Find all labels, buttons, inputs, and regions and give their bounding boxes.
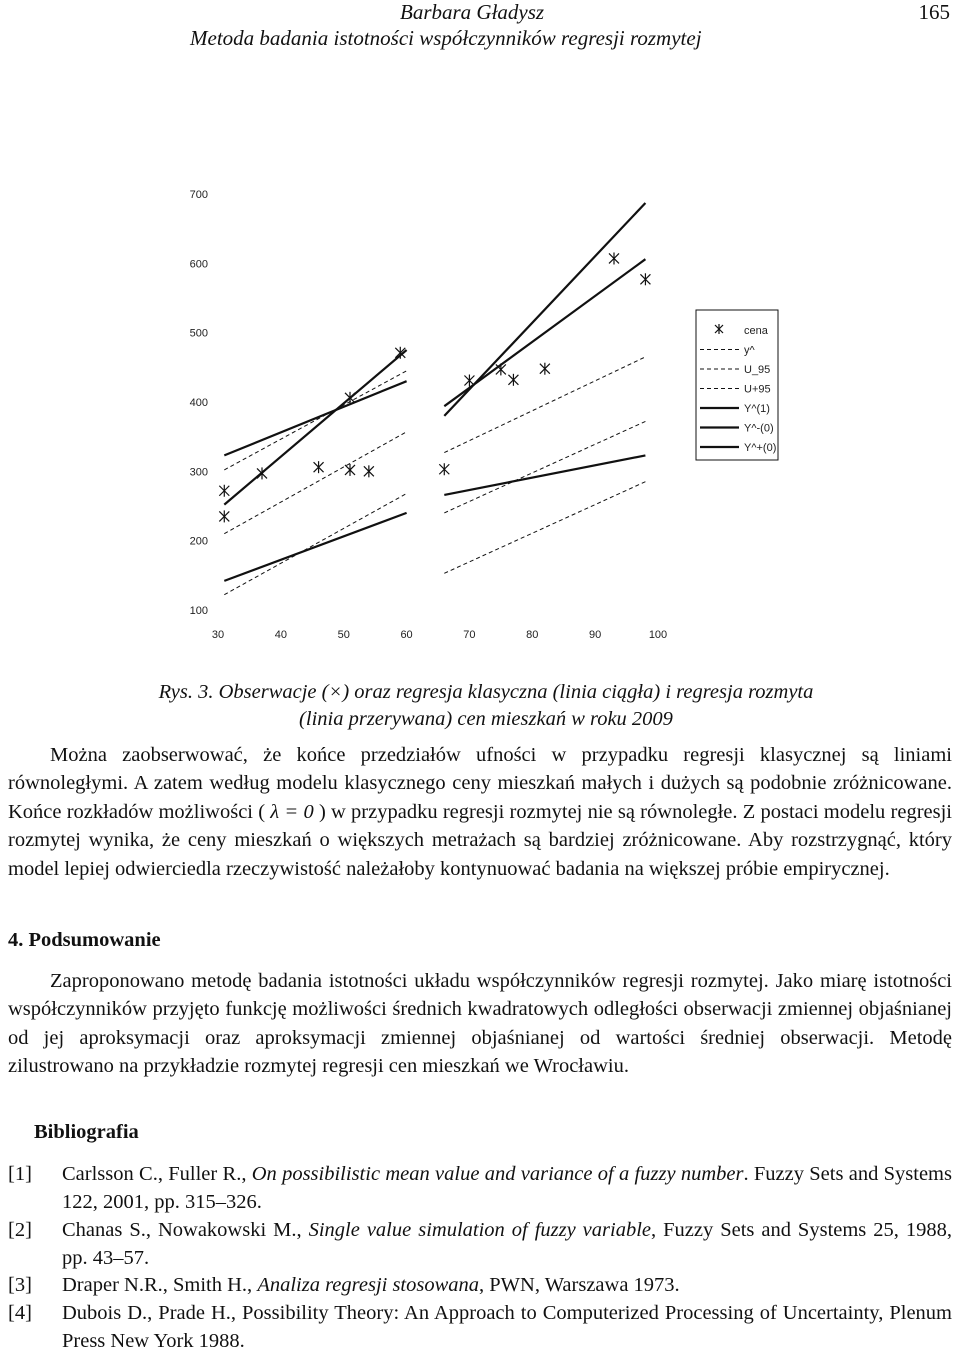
bib-number: [4]	[8, 1302, 32, 1324]
data-point	[439, 463, 449, 475]
data-point	[314, 461, 324, 473]
data-point	[496, 363, 506, 375]
y-tick-label: 600	[189, 258, 208, 271]
series-line-u-95	[224, 371, 406, 470]
bib-authors: Chanas S., Nowakowski M.,	[62, 1219, 309, 1241]
bibliography-heading: Bibliografia	[34, 1121, 139, 1143]
figure-caption	[96, 679, 876, 733]
series-line-u-95	[224, 494, 406, 595]
data-point	[345, 392, 355, 404]
x-tick-label: 100	[648, 629, 668, 641]
x-tick-label: 40	[274, 629, 287, 641]
data-point	[508, 374, 518, 386]
bib-number: [3]	[8, 1274, 32, 1296]
chart-points	[219, 252, 650, 522]
x-tick-label: 70	[463, 629, 476, 641]
x-tick-label: 30	[211, 629, 225, 641]
bib-authors: Draper N.R., Smith H.,	[62, 1274, 258, 1296]
legend-label: U_95	[744, 364, 771, 376]
bib-rest: , Fuzzy Sets and Systems 25, 1988, pp. 43–57.	[62, 1219, 952, 1269]
bib-title: Single value simulation of fuzzy variable	[308, 1219, 651, 1241]
y-tick-label: 100	[189, 605, 208, 617]
x-axis-tick-labels	[212, 629, 667, 641]
series-line-y-0-	[444, 259, 645, 406]
data-point	[219, 485, 229, 497]
summary-text: Zaproponowano metodę badania istotności układu współczynników regresji rozmytej. Jako miarę istotności współczynników przyjęto funkcję możliwości średnich kwadratowych odległości obserwacji zmiennej objaśnianej od jej aproksymacji oraz aproksymacji zmiennej objaśnianej od wartości średniej obserwacji. Metodę zilustrowano na przykładzie rozmytej regresji cen mieszkań we Wrocławiu.	[8, 970, 952, 1078]
legend-label: Y^+(0)	[744, 442, 777, 454]
x-tick-label: 90	[589, 629, 602, 641]
bib-rest: . Fuzzy Sets and Systems 122, 2001, pp. 315–326.	[62, 1163, 952, 1213]
series-line-u-95	[444, 482, 645, 574]
paragraph1-part2: ) w przypadku regresji rozmytej nie są równoległe. Z postaci modelu regresji rozmytej wynika, że ceny mieszkań o większych metrażach są bardziej zróżnicowane. Aby rozstrzygnąć, który model lepiej odwierciedla rzeczywistość należałoby kontynuować badania na większej próbie empirycznej.	[8, 800, 953, 880]
series-line-y-0-	[224, 381, 406, 455]
y-tick-label: 400	[189, 397, 208, 409]
series-line-y-	[444, 421, 645, 513]
y-tick-label: 700	[189, 189, 208, 201]
bib-title: Analiza regresji stosowana	[257, 1274, 480, 1296]
regression-chart	[0, 150, 960, 650]
page-header	[0, 0, 960, 60]
bib-number: [1]	[8, 1163, 32, 1185]
x-tick-label: 50	[337, 629, 350, 641]
page-number: 165	[918, 0, 950, 24]
chart-legend	[696, 310, 778, 460]
running-head-author: Barbara Gładysz	[400, 0, 545, 24]
bib-rest: , PWN, Warszawa 1973.	[479, 1274, 680, 1296]
data-point	[257, 467, 267, 479]
running-head-title: Metoda badania istotności współczynników regresji rozmytej	[190, 26, 702, 50]
y-tick-label: 500	[189, 327, 208, 340]
data-point	[464, 375, 474, 387]
data-point	[364, 465, 374, 477]
series-line-y-0-	[224, 513, 406, 581]
legend-label: y^	[744, 344, 755, 357]
section-heading: 4. Podsumowanie	[8, 929, 161, 951]
series-line-y-0-	[444, 455, 645, 495]
lambda-formula: λ = 0	[270, 800, 314, 823]
legend-label: cena	[744, 325, 768, 337]
legend-label: U+95	[744, 383, 771, 396]
bib-authors: Carlsson C., Fuller R.,	[62, 1163, 252, 1185]
caption-line-1: Rys. 3. Obserwacje (×) oraz regresja klasyczna (linia ciągła) i regresja rozmyta	[158, 681, 814, 703]
chart-series-lines	[224, 203, 645, 595]
legend-label: Y^(1)	[744, 403, 770, 415]
paragraph-conclusions	[8, 741, 952, 883]
y-axis-tick-labels	[190, 189, 208, 617]
bib-number: [2]	[8, 1219, 32, 1241]
bib-title: On possibilistic mean value and variance of a fuzzy number	[251, 1163, 744, 1185]
paragraph1-part1: Można zaobserwować, że końce przedziałów ufności w przypadku regresji klasycznej są liniami równoległymi. A zatem według modelu klasycznego ceny mieszkań małych i dużych są podobnie zróżnicowane. Końce rozkładów możliwości (	[8, 744, 952, 823]
data-point	[345, 464, 355, 476]
y-tick-label: 200	[189, 535, 208, 548]
legend-label: Y^-(0)	[744, 422, 774, 435]
data-point	[219, 510, 229, 522]
x-tick-label: 80	[526, 629, 539, 641]
data-point	[540, 363, 550, 375]
bib-authors: Dubois D., Prade H., Possibility Theory: An Approach to Computerized Processing of Uncertainty, Plenum Press New York 1988.	[62, 1302, 952, 1352]
y-tick-label: 300	[189, 466, 208, 479]
caption-line-2: (linia przerywana) cen mieszkań w roku 2009	[299, 708, 673, 730]
data-point	[609, 252, 619, 264]
series-line-y-1-	[224, 350, 406, 505]
paragraph-summary	[8, 967, 952, 1081]
data-point	[640, 273, 650, 285]
x-tick-label: 60	[400, 629, 413, 641]
